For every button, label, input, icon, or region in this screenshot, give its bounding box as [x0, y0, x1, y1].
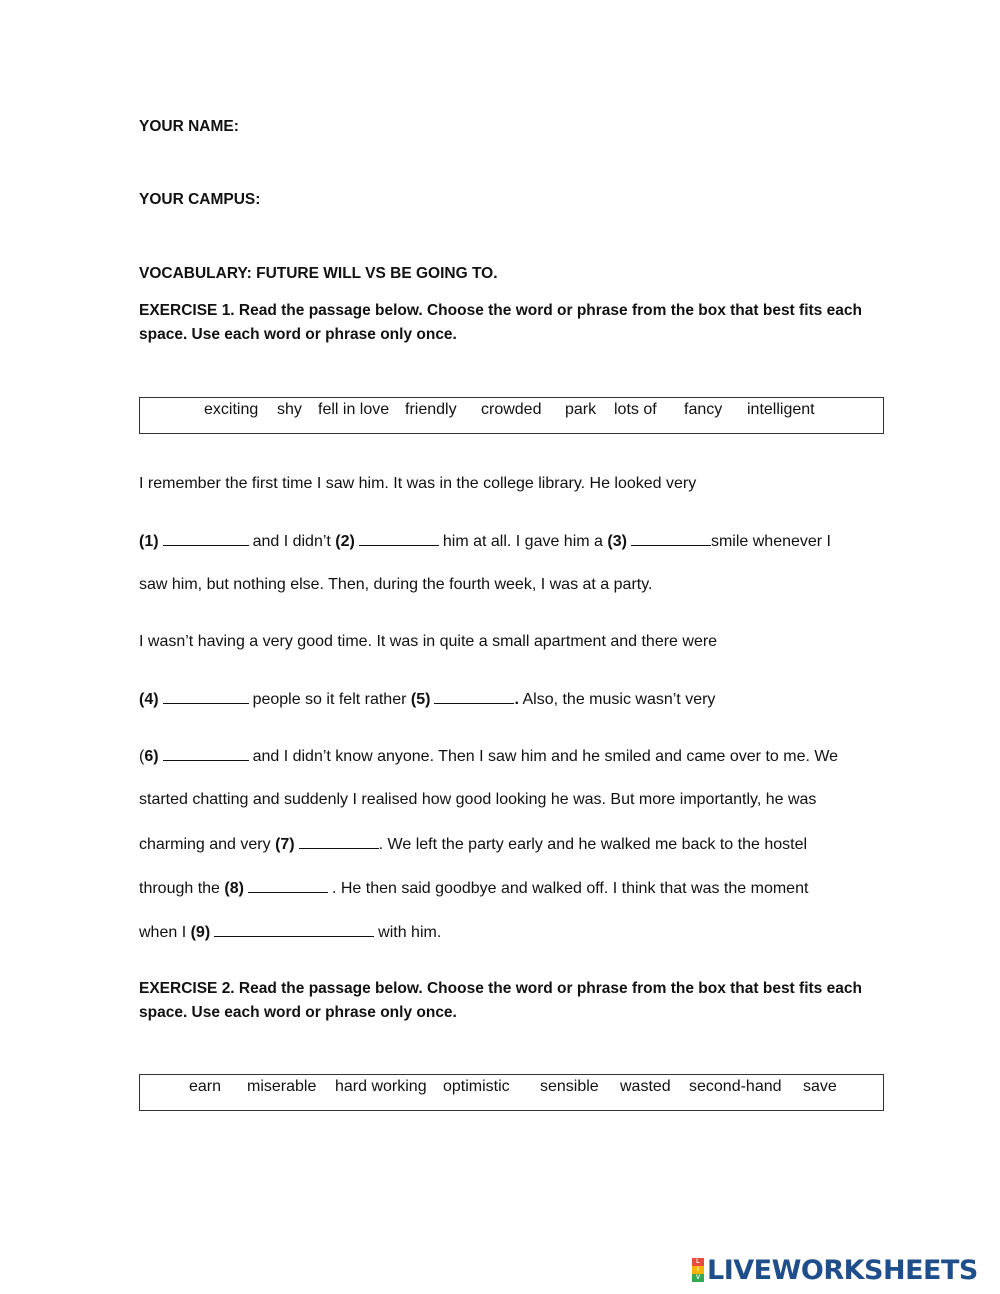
- passage-text: . We left the party early and he walked me back to the hostel: [378, 836, 808, 853]
- passage-line-7: started chatting and suddenly I realised how good looking he was. But more importantly, he was: [139, 791, 817, 808]
- word-option: second-hand: [689, 1078, 782, 1095]
- word-option: crowded: [481, 401, 542, 418]
- word-option: save: [803, 1078, 837, 1095]
- passage-text: with him.: [378, 924, 442, 941]
- exercise1-title: [139, 299, 879, 347]
- word-option: optimistic: [443, 1078, 510, 1095]
- logo-block: I: [692, 1266, 704, 1274]
- word-option: exciting: [204, 401, 259, 418]
- blank-number-6: 6): [144, 748, 159, 765]
- logo-block: V: [692, 1274, 704, 1282]
- answer-blank-4[interactable]: [163, 690, 249, 704]
- vocabulary-title: VOCABULARY: FUTURE WILL VS BE GOING TO.: [139, 265, 498, 282]
- exercise1-title-line1: EXERCISE 1. Read the passage below. Choose the word or phrase from the box that best fits each: [139, 302, 862, 319]
- word-option: sensible: [540, 1078, 599, 1095]
- passage-line-8: [139, 835, 807, 854]
- blank-number-5: (5): [410, 691, 431, 708]
- blank-number-1: (1): [139, 533, 159, 550]
- blank-number-8: (8): [224, 880, 244, 897]
- your-name-label: YOUR NAME:: [139, 118, 239, 135]
- blank-number-3: (3): [607, 533, 627, 550]
- passage-line-9: [139, 879, 808, 898]
- answer-blank-7[interactable]: [299, 835, 379, 849]
- blank-number-2: (2): [335, 533, 355, 550]
- answer-blank-3[interactable]: [631, 532, 711, 546]
- passage-line-1: I remember the first time I saw him. It was in the college library. He looked very: [139, 475, 697, 492]
- answer-blank-9[interactable]: [214, 923, 374, 937]
- logo-text: LIVEWORKSHEETS: [707, 1254, 978, 1286]
- passage-line-3: saw him, but nothing else. Then, during the fourth week, I was at a party.: [139, 576, 653, 593]
- answer-blank-8[interactable]: [248, 879, 328, 893]
- word-option: lots of: [614, 401, 657, 418]
- passage-line-5: [139, 690, 715, 709]
- blank-number-7: (7): [275, 836, 295, 853]
- passage-text: him at all. I gave him a: [442, 533, 603, 550]
- passage-text: smile whenever I: [710, 533, 831, 550]
- word-option: fancy: [684, 401, 723, 418]
- passage-text: Also, the music wasn’t very: [522, 691, 716, 708]
- word-option: miserable: [247, 1078, 317, 1095]
- passage-text: through the: [139, 880, 220, 897]
- your-campus-label: YOUR CAMPUS:: [139, 191, 261, 208]
- word-option: shy: [277, 401, 302, 418]
- word-option: earn: [189, 1078, 222, 1095]
- word-option: fell in love: [318, 401, 390, 418]
- answer-blank-5[interactable]: [434, 690, 514, 704]
- liveworksheets-logo: [692, 1255, 978, 1285]
- exercise1-word-box: [139, 397, 884, 434]
- passage-text: charming and very: [139, 836, 271, 853]
- passage-text: and I didn’t: [252, 533, 331, 550]
- word-option: friendly: [405, 401, 457, 418]
- blank-number-4: (4): [139, 691, 159, 708]
- blank-number-9: (9): [190, 924, 211, 941]
- passage-text: when I: [139, 924, 187, 941]
- answer-blank-6[interactable]: [163, 747, 249, 761]
- word-option: intelligent: [747, 401, 815, 418]
- logo-color-blocks-icon: [692, 1258, 704, 1282]
- logo-block: L: [692, 1258, 704, 1266]
- passage-text: . He then said goodbye and walked off. I think that was the moment: [331, 880, 809, 897]
- exercise2-title: [139, 977, 879, 1025]
- exercise2-title-line2: space. Use each word or phrase only once.: [139, 1004, 457, 1021]
- passage-line-6: [139, 747, 838, 766]
- answer-blank-1[interactable]: [163, 532, 249, 546]
- word-option: park: [565, 401, 597, 418]
- exercise2-title-line1: EXERCISE 2. Read the passage below. Choose the word or phrase from the box that best fits each: [139, 980, 862, 997]
- word-option: hard working: [335, 1078, 427, 1095]
- answer-blank-2[interactable]: [359, 532, 439, 546]
- word-option: wasted: [620, 1078, 671, 1095]
- passage-text: people so it felt rather: [252, 691, 407, 708]
- passage-line-10: [139, 923, 441, 942]
- exercise1-title-line2: space. Use each word or phrase only once.: [139, 326, 457, 343]
- passage-period: .: [514, 691, 519, 708]
- exercise2-word-box: [139, 1074, 884, 1111]
- passage-line-2: [139, 532, 831, 551]
- passage-line-4: I wasn’t having a very good time. It was in quite a small apartment and there were: [139, 633, 718, 650]
- passage-text: (: [139, 748, 145, 765]
- passage-text: and I didn’t know anyone. Then I saw him and he smiled and came over to me. We: [252, 748, 839, 765]
